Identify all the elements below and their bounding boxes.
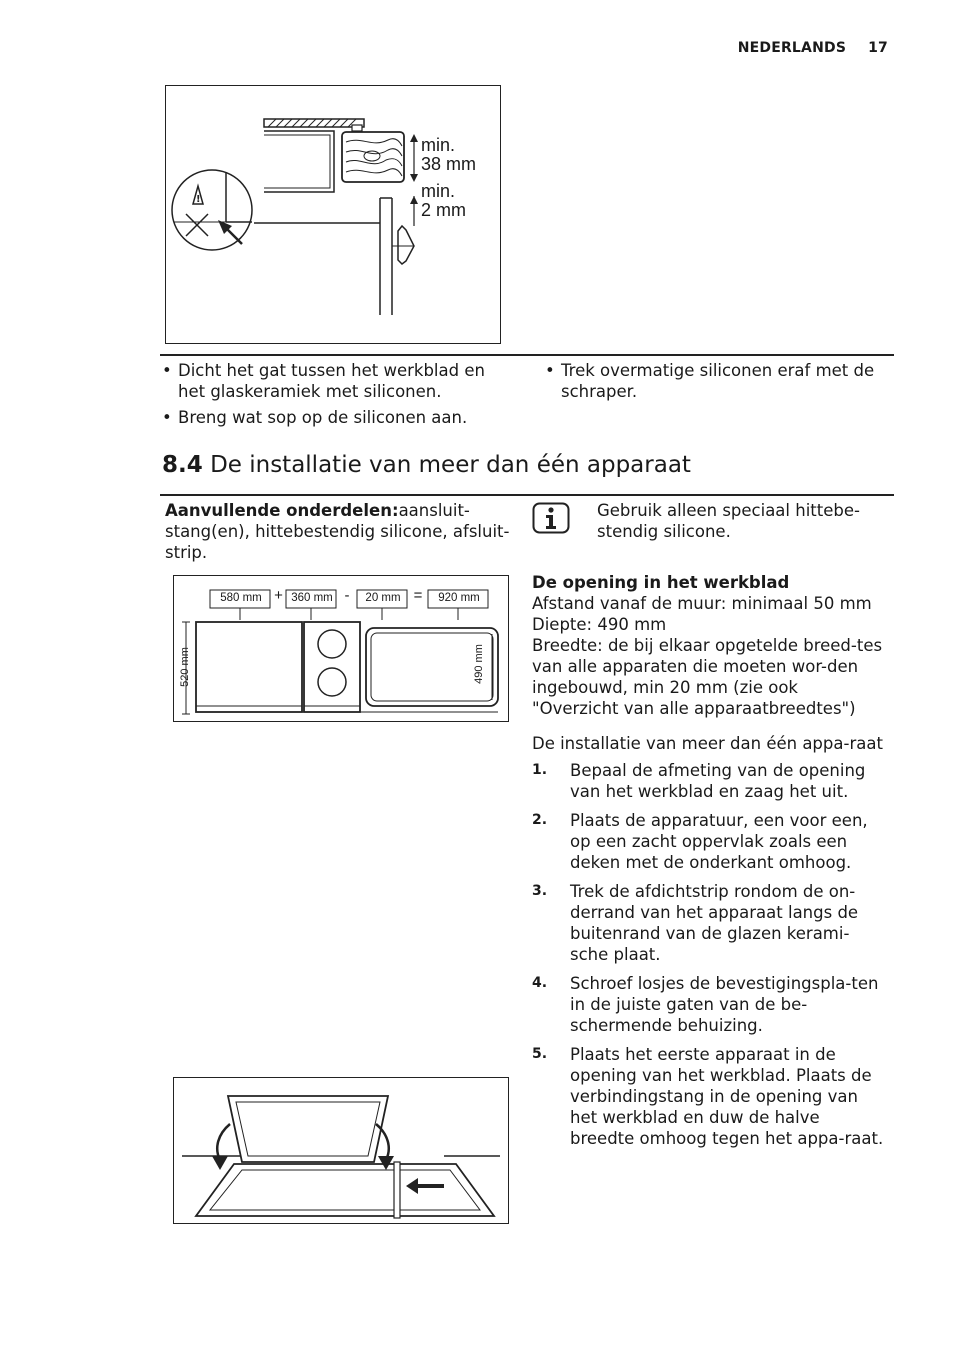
bullet-item: • Dicht het gat tussen het werkblad en het glaskeramiek met siliconen. <box>162 360 507 402</box>
page-header <box>738 40 888 56</box>
svg-text:!: ! <box>196 194 201 205</box>
step-item: 2. Plaats de apparatuur, een voor een, op een zacht oppervlak zoals een deken met de onderkant omhoog. <box>532 811 868 872</box>
operator-equals: = <box>413 587 423 604</box>
info-icon <box>532 502 570 534</box>
operator-plus: + <box>274 587 283 604</box>
bullets-left <box>162 360 507 433</box>
parts-label: Aanvullende onderdelen: <box>165 501 399 520</box>
step-item: 4. Schroef losjes de bevestigingspla-ten in de juiste gaten van de be-schermende behuizing. <box>532 974 879 1035</box>
bullets-right <box>545 360 895 407</box>
placing-appliance-drawing <box>174 1078 508 1223</box>
width-label-3: 20 mm <box>365 592 401 604</box>
section-heading <box>162 452 691 478</box>
bullet-item: • Breng wat sop op de siliconen aan. <box>162 407 507 428</box>
step-item: 5. Plaats het eerste apparaat in de opening van het werkblad. Plaats de verbindingstang in de opening van het werkblad en duw de halve breedte omhoog tegen het appa-raat. <box>532 1045 884 1148</box>
label-min-38-b: 38 mm <box>421 154 477 174</box>
height-label-left: 520 mm <box>179 647 191 687</box>
step-item: 3. Trek de afdichtstrip rondom de on-derrand van het apparaat langs de buitenrand van de glazen kerami-sche plaat. <box>532 882 859 964</box>
section-number: 8.4 <box>162 452 203 478</box>
figure-placing-appliance <box>173 1077 509 1224</box>
parts-text: aansluit-stang(en), hittebestendig silicone, afsluit-strip. <box>165 501 510 562</box>
height-label-right: 490 mm <box>473 644 485 684</box>
opening-width: Breedte: de bij elkaar opgetelde breed-tes van alle apparaten die moeten wor-den ingebouwd, min 20 mm (zie ook "Overzicht van alle apparaatbreedtes") <box>532 636 883 718</box>
opening-title: De opening in het werkblad <box>532 573 790 592</box>
additional-parts <box>165 500 520 563</box>
header-language: NEDERLANDS <box>737 40 847 56</box>
label-min-38-a: min. <box>421 135 456 155</box>
width-label-1: 580 mm <box>220 592 262 604</box>
install-intro: De installatie van meer dan één appa-raat <box>532 734 883 753</box>
width-label-total: 920 mm <box>438 592 480 604</box>
section-title: De installatie van meer dan één apparaat <box>210 452 691 478</box>
figure-countertop-section <box>165 85 501 344</box>
divider <box>160 494 894 496</box>
info-note: Gebruik alleen speciaal hittebe-stendig silicone. <box>597 501 860 541</box>
label-min-2-a: min. <box>421 181 456 201</box>
figure-width-calculation <box>173 575 509 722</box>
opening-depth: Diepte: 490 mm <box>532 615 667 634</box>
label-min-2-b: 2 mm <box>421 200 466 220</box>
operator-minus: - <box>344 587 350 604</box>
width-label-2: 360 mm <box>291 592 333 604</box>
opening-section <box>532 572 884 1157</box>
page-number: 17 <box>868 40 888 56</box>
install-steps <box>532 760 884 1149</box>
divider <box>160 354 894 356</box>
bullet-item: • Trek overmatige siliconen eraf met de schraper. <box>545 360 895 402</box>
opening-wall-distance: Afstand vanaf de muur: minimaal 50 mm <box>532 594 872 613</box>
step-item: 1. Bepaal de afmeting van de opening van het werkblad en zaag het uit. <box>532 761 866 801</box>
